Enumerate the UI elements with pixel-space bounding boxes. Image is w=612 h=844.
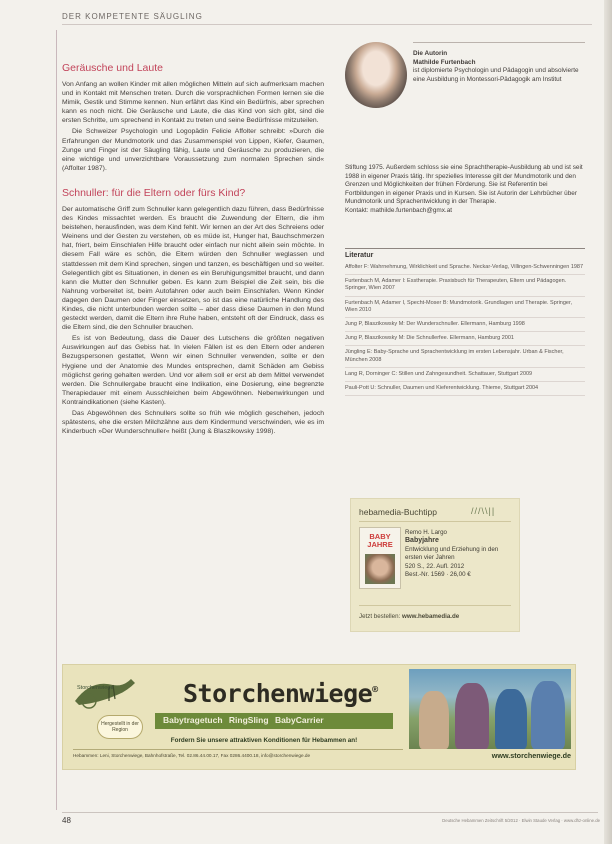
ad-rule: [73, 749, 403, 750]
author-bio-text: Stiftung 1975. Außerdem schloss sie eine Sprachtherapie-Ausbildung ab und ist seit 1988 in eigener Praxis tätig. Ihr spezielles Interesse gilt der Mundmotorik und den Grenzen und Möglichkeiten der frühen Förderung. Sie ist Referentin bei Fortbildungen in eigener Praxis und in Kursen. Sie ist Autorin der Lehrbücher über Mundmotorik und Sprachentwicklung in der Therapie.: [345, 164, 583, 206]
header-rule: [62, 24, 592, 25]
product-ringsling: RingSling: [228, 715, 269, 725]
ad-call-to-action: Fordern Sie unsere attraktiven Konditionen für Hebammen an!: [170, 737, 358, 744]
article-column: [62, 38, 324, 438]
storchenwiege-ad[interactable]: [62, 664, 576, 770]
ad-address: Hebammen: Leni, Storchenwiege, Bahnhofstraße, Tel. 02.86.44.00.17, Fax 0286.4400.18, info@storchenwiege.de: [73, 753, 311, 758]
book-tip-box: [350, 498, 520, 632]
author-contact[interactable]: Kontakt: mathilde.furtenbach@gmx.at: [345, 206, 453, 214]
product-babytragetuch: Babytragetuch: [163, 715, 223, 725]
author-label: Die Autorin: [413, 50, 448, 57]
literature-item: Jüngling E: Baby-Sprache und Sprachentwicklung im ersten Lebensjahr. Urban & Fischer, München 2008: [345, 349, 585, 367]
person-figure: [495, 689, 527, 749]
paragraph: Der automatische Griff zum Schnuller kann gelegentlich dazu führen, dass Bedürfnisse des Kindes missachtet werden. Es braucht die Zuwendung der Eltern, die ihm beistehen, herausfinden, was dem Kind fehlt. Wir lernen an der Art des Schreiens oder Weinens und der Gesten zu verstehen, ob es müde ist, Hunger hat, Bauchschmerzen hat, friert, beim Einschlafen Hilfe braucht oder einfach nur nicht allein sein möchte. In diesem Fall wäre es schön, die Eltern würden den Schnuller weglassen und stattdessen mit dem Kind sprechen, singen und tanzen, es beschäftigen und so weiter. Gelegentlich gibt es Situationen, in denen es ein Beruhigungsmittel braucht, und dann kann die Mutter den Schnuller geben. Es kann zum Beispiel die Zeit sein, bis die Nahrung vorbereitet ist, beim Autofahren oder auch beim Einschlafen. Wenn Kinder dagegen den Daumen oder Finger einsetzen, so ist das eine natürliche Handlung des Kindes, die nicht unterbunden werden sollte – aber dass diese Daumen in den Mund gesteckt werden, damit die Eltern ihre Ruhe haben, entsteht oft der Eindruck, dass es die Eltern sind, die den Schnuller brauchen.: [62, 205, 324, 332]
margin-rule: [56, 30, 57, 810]
book-author: Remo H. Largo: [405, 529, 447, 536]
book-tip-logo-icon: ///\\||: [471, 506, 496, 516]
author-rule: [413, 42, 585, 43]
person-figure: [455, 683, 489, 749]
running-head: DER KOMPETENTE SÄUGLING: [62, 12, 203, 21]
book-title: Babyjahre: [405, 537, 439, 545]
book-details: 520 S., 22. Aufl. 2012: [405, 562, 465, 570]
family-photo: [409, 669, 571, 749]
book-tip-title: hebamedia-Buchtipp: [359, 507, 437, 517]
product-list: [163, 715, 324, 725]
stork-logo: [69, 671, 143, 735]
ad-url[interactable]: www.storchenwiege.de: [491, 751, 571, 760]
author-box: [413, 50, 585, 84]
section-heading-sounds: Geräusche und Laute: [62, 62, 163, 74]
footer-rule: [62, 812, 598, 813]
literature-heading: Literatur: [345, 252, 374, 259]
author-photo: [345, 42, 407, 108]
literature-item: Lang R, Dorninger C: Stillen und Zahngesundheit. Schattauer, Stuttgart 2009: [345, 371, 585, 382]
book-info: [405, 529, 515, 579]
literature-list: [345, 264, 585, 399]
author-bio-continued: [345, 164, 585, 216]
brand-name: Storchenwiege: [183, 679, 373, 708]
book-cover-title: BABY JAHRE: [367, 532, 393, 549]
paragraph: Von Anfang an wollen Kinder mit allen möglichen Mitteln auf sich aufmerksam machen und in Kontakt mit Menschen treten. Durch die vorsprachlichen Formen lernen sie die Mimik, Gestik und Stimme kennen. Nun erfährt das Kind ein Bedürfnis, aber sprechen kann es noch nicht. Die Geräusche und Laute, die das Kind von sich gibt, sind die ersten Schritte, um sprechend in Kontakt zu treten und seine Bedürfnisse mitzuteilen.: [62, 81, 324, 125]
person-figure: [419, 691, 449, 749]
book-order-label: Jetzt bestellen:: [359, 613, 401, 620]
author-name: Mathilde Furtenbach: [413, 58, 476, 66]
paragraph: Das Abgewöhnen des Schnullers sollte so früh wie möglich geschehen, jedoch spätestens, ehe die ersten Milchzähne aus dem Kindermund verschwinden, wie es im Kinderbuch »Der Wunderschnuller« heißt (Jung & Blaszikowsky 1998).: [62, 410, 324, 436]
stork-icon: [69, 671, 143, 711]
literature-item: Furtenbach M, Adamer I: Esstherapie. Praxisbuch für Therapeuten, Eltern und Pädagogen. Springer, Wien 2007: [345, 278, 585, 296]
product-babycarrier: BabyCarrier: [274, 715, 324, 725]
literature-item: Jung P, Blaszikowsky M: Die Schnullerfee. Ellermann, Hamburg 2001: [345, 335, 585, 346]
footer-text: Deutsche Hebammen Zeitschrift 5/2012 · Elwin Staude Verlag · www.dhz-online.de: [442, 818, 600, 823]
ad-brand: [183, 679, 378, 708]
page-number: 48: [62, 816, 71, 825]
book-tip-rule: [359, 521, 511, 522]
literature-item: Affolter F: Wahrnehmung, Wirklichkeit und Sprache. Neckar-Verlag, Villingen-Schwenningen 1987: [345, 264, 585, 275]
book-order: [359, 613, 459, 620]
book-tip-bottom-rule: [359, 605, 511, 606]
page-edge: [604, 0, 612, 844]
logo-text: Storchenwiege: [77, 685, 114, 691]
literature-item: Jung P, Blaszikowsky M: Der Wunderschnuller. Ellermann, Hamburg 1998: [345, 321, 585, 332]
literature-item: Furtenbach M, Adamer I, Specht-Moser B: Mundmotorik. Grundlagen und Therapie. Springer, Wien 2010: [345, 300, 585, 318]
book-cover-photo: [365, 554, 395, 584]
literature-item: Pauli-Pott U: Schnuller, Daumen und Kieferentwicklung. Thieme, Stuttgart 2004: [345, 385, 585, 396]
registered-mark: ®: [372, 684, 378, 696]
book-order-link[interactable]: www.hebamedia.de: [402, 613, 460, 620]
literature-rule: [345, 248, 585, 249]
person-figure: [531, 681, 565, 749]
author-bio: ist diplomierte Psychologin und Pädagogin und absolvierte eine Ausbildung in Montessori-Pädagogik am Institut: [413, 67, 579, 83]
region-badge: Hergestellt in der Region: [97, 715, 143, 739]
paragraph: Die Schweizer Psychologin und Logopädin Felicie Affolter schreibt: »Durch die Erfahrungen der Mundmotorik und das Zusammenspiel von Lippen, Kiefer, Gaumen, Zunge und Finger ist der Säugling fähig, Laute und Geräusche zu produzieren, die eine wichtige und unverzichtbare Voraussetzung zum normalen Sprechen sind« (Affolter 1987).: [62, 128, 324, 172]
paragraph: Es ist von Bedeutung, dass die Dauer des Lutschens die größten negativen Auswirkungen auf das Gebiss hat. In vielen Fällen ist es den Eltern oder anderen Bezugspersonen gestattet, Wenn wir einen Schnuller verwenden, sollte er den Hygiene und der Anatomie des Mundes entsprechen, damit Schäden am Gebiss möglichst gering gehalten werden. Und vor allem soll er erst ab dem Mittel verwendet werden. Die Schnullergabe braucht eine Indikation, eine Dosierung, eine begrenzte Therapiedauer mit einem Ausschleichen beim Abgewöhnen. Nebenwirkungen und Kontraindikationen (siehe Kasten).: [62, 335, 324, 406]
book-subtitle: Entwicklung und Erziehung in den ersten vier Jahren: [405, 545, 499, 562]
book-price: Best.-Nr. 1569 · 26,00 €: [405, 571, 471, 579]
book-cover[interactable]: [359, 527, 401, 589]
section-heading-pacifier: Schnuller: für die Eltern oder fürs Kind?: [62, 186, 246, 199]
